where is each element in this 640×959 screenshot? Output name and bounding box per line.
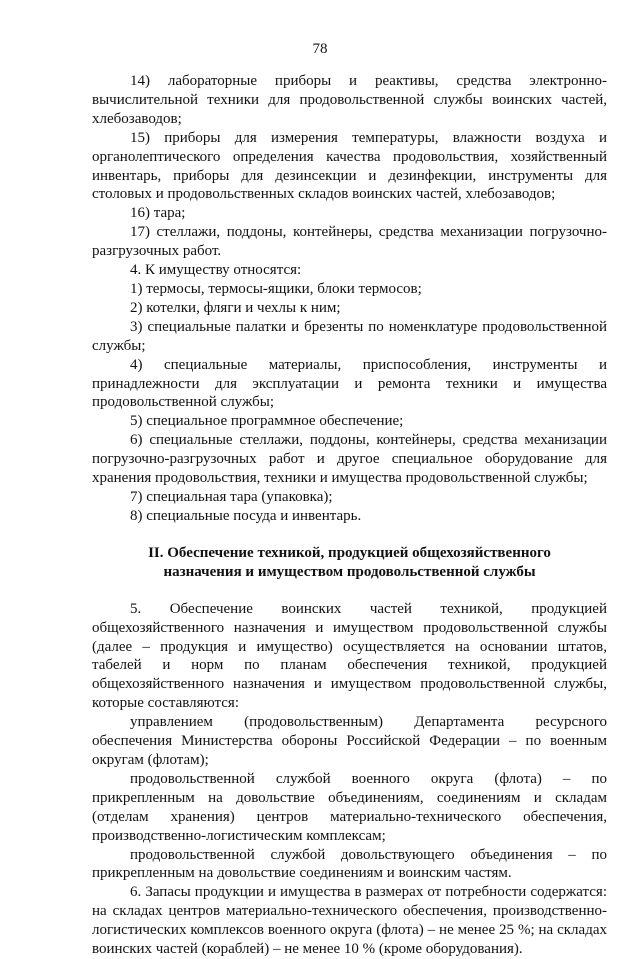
paragraph-plan-department: управлением (продовольственным) Департамента ресурсного обеспечения Министерства обороны Российской Федерации – по военным округам (флотам); bbox=[92, 714, 607, 768]
property-item-1: 1) термосы, термосы-ящики, блоки термосов; bbox=[130, 280, 422, 297]
property-item-7: 7) специальная тара (упаковка); bbox=[130, 488, 333, 505]
paragraph-clause-5: 5. Обеспечение воинских частей техникой, продукцией общехозяйственного назначения и имуществом продовольственной службы (далее – продукция и имущество) осуществляется на основании штатов, табелей и норм по планам обеспечения техникой, продукцией общехозяйственного назначения и имуществом продовольственной службы, которые составляются: bbox=[92, 600, 607, 712]
property-item-4: 4) специальные материалы, приспособления, инструменты и принадлежности для эксплуатации и ремонта техники и имущества продовольственной службы; bbox=[92, 356, 607, 411]
property-item-3: 3) специальные палатки и брезенты по номенклатуре продовольственной службы; bbox=[92, 318, 607, 354]
paragraph-item-15: 15) приборы для измерения температуры, влажности воздуха и органолептического определения качества продовольствия, хозяйственный инвентарь, приборы для дезинсекции и дезинфекции, инструменты для столовых и продовольственных складов воинских частей, хлебозаводов; bbox=[92, 129, 607, 203]
property-item-6: 6) специальные стеллажи, поддоны, контейнеры, средства механизации погрузочно-разгрузочных работ и другое специальное оборудование для хранения продовольствия, техники и имущества продовольственной службы; bbox=[92, 432, 607, 487]
property-item-5: 5) специальное программное обеспечение; bbox=[130, 413, 404, 430]
property-item-2: 2) котелки, фляги и чехлы к ним; bbox=[130, 299, 341, 316]
document-body bbox=[92, 72, 607, 959]
section-heading bbox=[92, 544, 607, 582]
paragraph-plan-district: продовольственной службой военного округа (флота) – по прикрепленным на довольствие объединениям, соединениям и складам (отделам хранения) центров материально-технического обеспечения, производственно-логистическим комплексам; bbox=[92, 770, 607, 844]
paragraph-clause-4: 4. К имуществу относятся: bbox=[130, 262, 302, 279]
paragraph-clause-6: 6. Запасы продукции и имущества в размерах от потребности содержатся: на складах центров материально-технического обеспечения, производственно-логистических комплексов военного округа (флота) – не менее 25 %; на складах воинских частей (кораблей) – не менее 10 % (кроме оборудования). bbox=[92, 884, 607, 958]
paragraph-item-17: 17) стеллажи, поддоны, контейнеры, средства механизации погрузочно-разгрузочных работ. bbox=[92, 224, 607, 260]
paragraph-item-16: 16) тара; bbox=[130, 205, 186, 222]
paragraph-item-14: 14) лабораторные приборы и реактивы, средства электронно-вычислительной техники для продовольственной службы воинских частей, хлебозаводов; bbox=[92, 73, 607, 127]
section-heading-line-2: назначения и имуществом продовольственной службы bbox=[163, 563, 536, 580]
section-heading-line-1: II. Обеспечение техникой, продукцией общехозяйственного bbox=[148, 544, 551, 561]
property-item-8: 8) специальные посуда и инвентарь. bbox=[130, 507, 362, 524]
paragraph-plan-association: продовольственной службой довольствующего объединения – по прикрепленным на довольствие соединениям и воинским частям. bbox=[92, 846, 607, 882]
page-number: 78 bbox=[312, 41, 328, 57]
